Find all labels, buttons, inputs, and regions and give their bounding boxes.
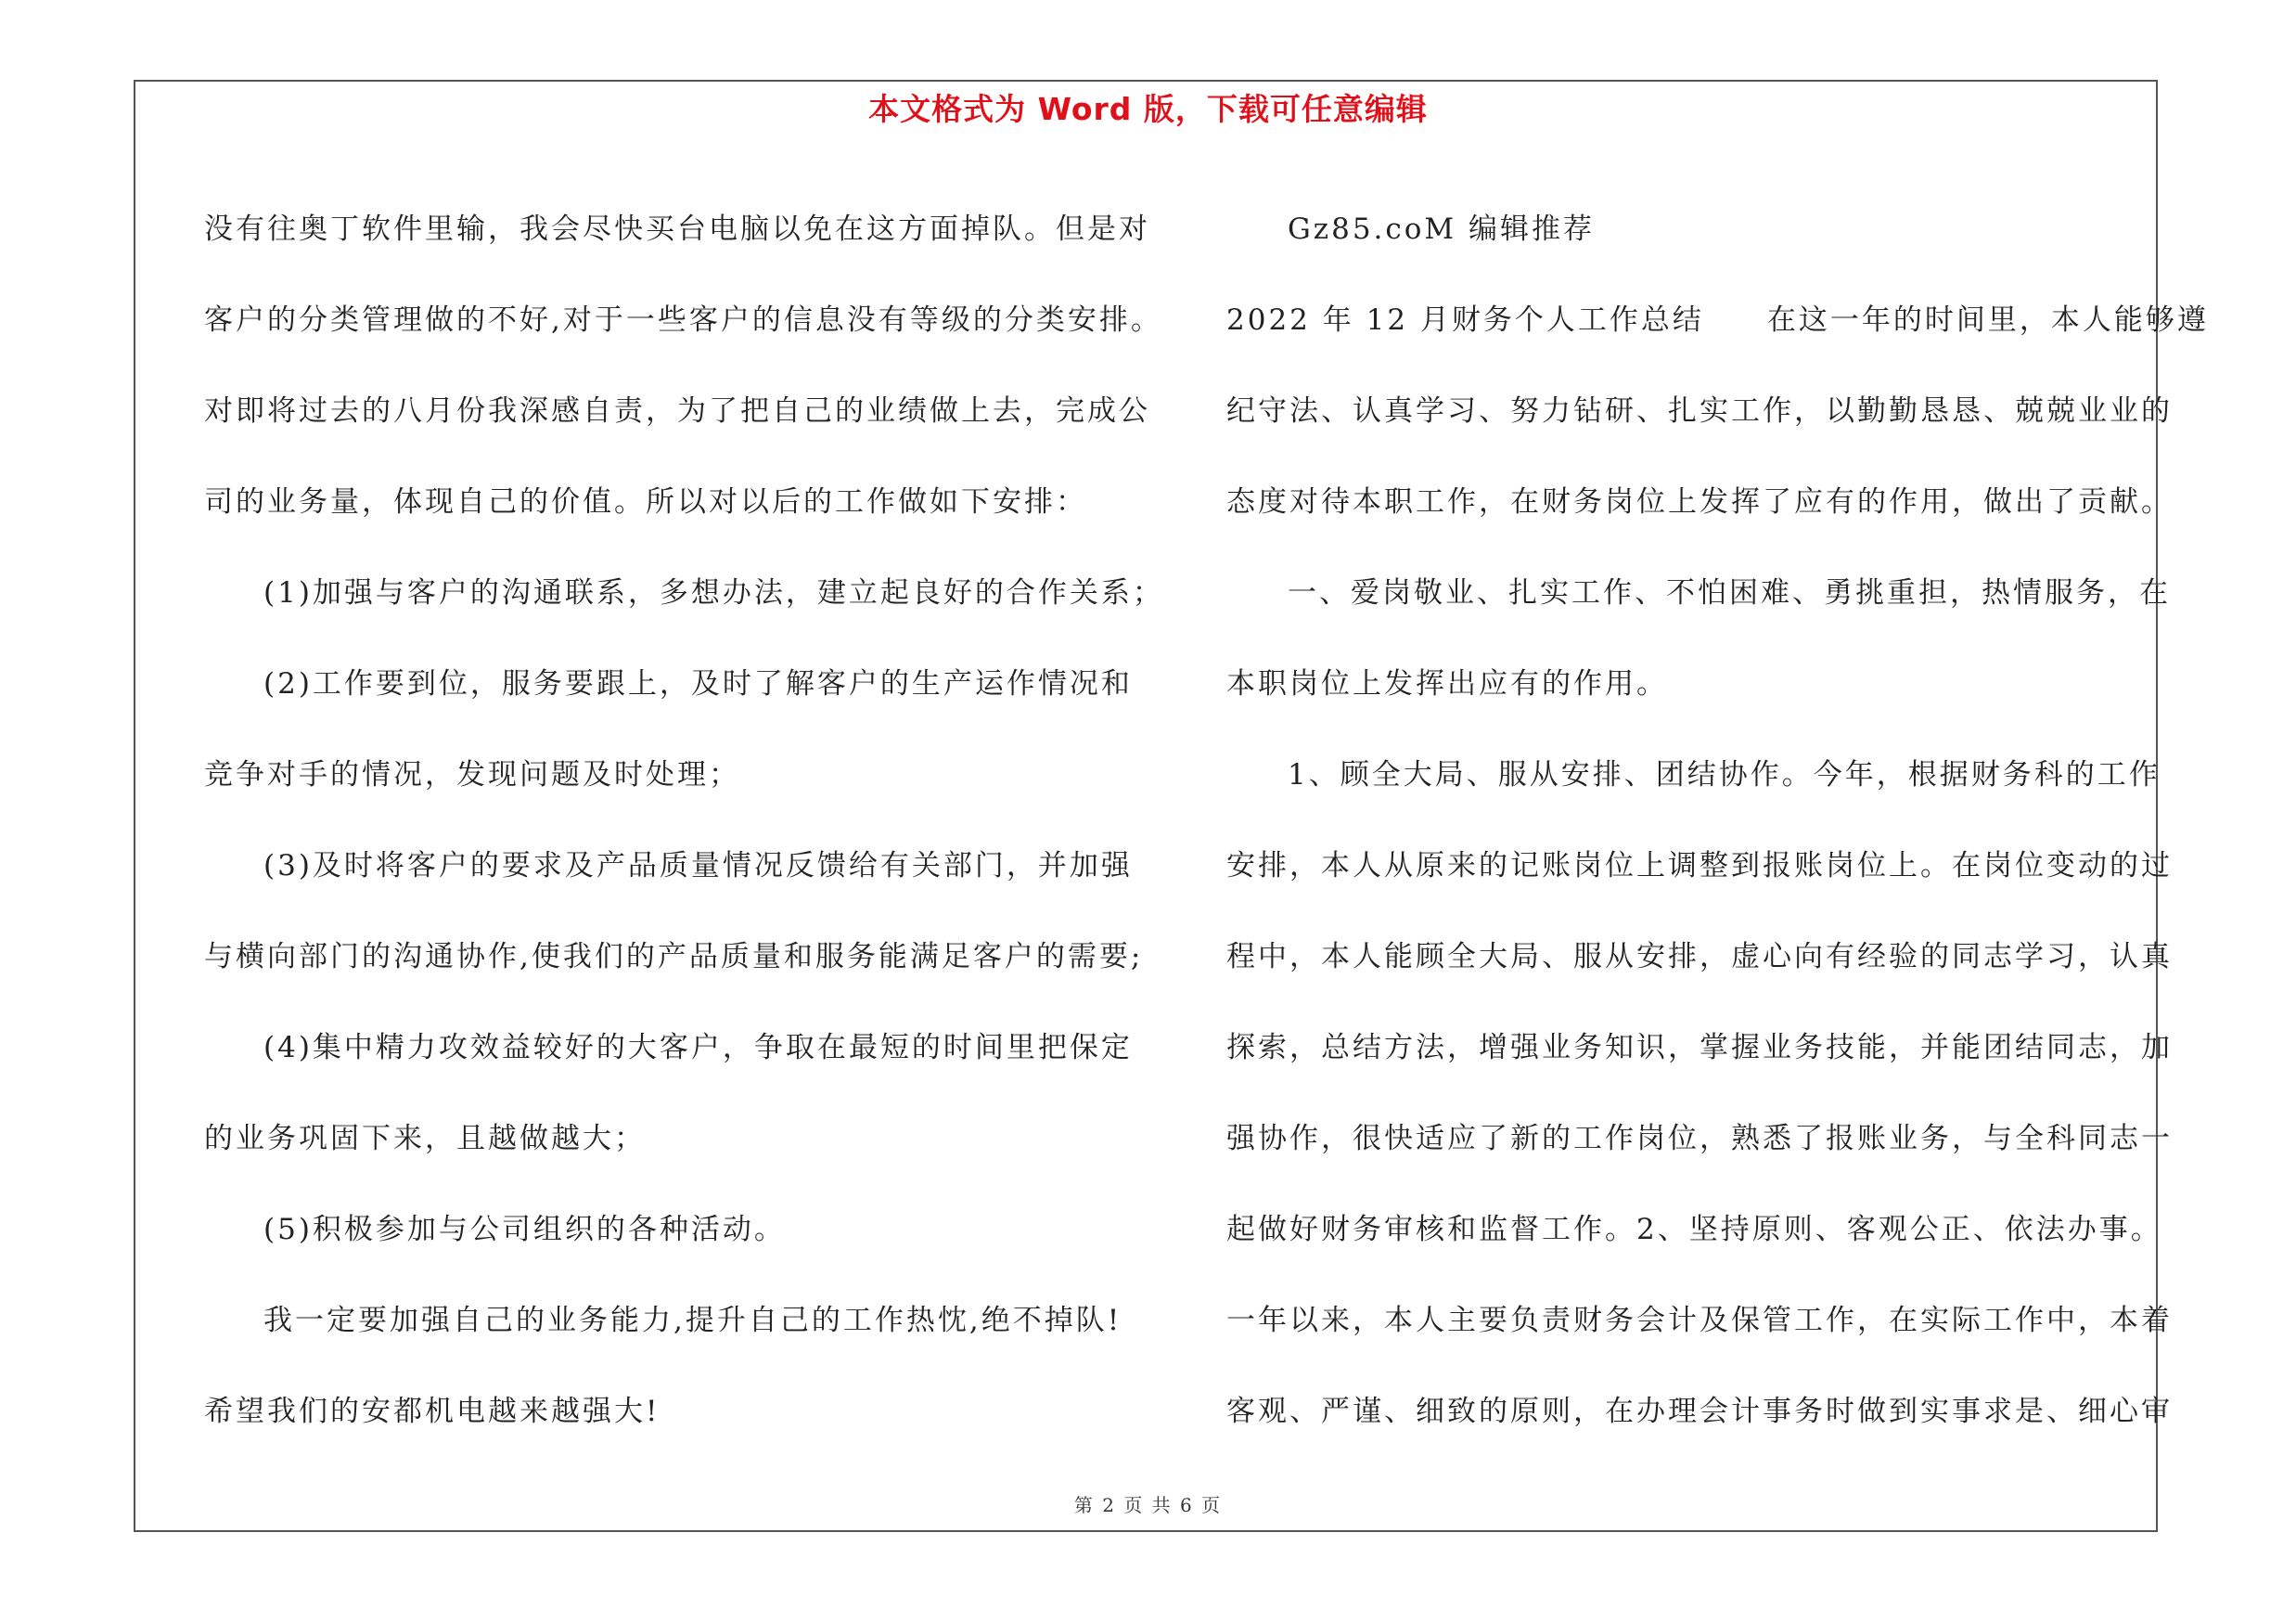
text-line: 客观、严谨、细致的原则，在办理会计事务时做到实事求是、细心审 (1226, 1395, 2173, 1428)
text-line: 纪守法、认真学习、努力钻研、扎实工作，以勤勤恳恳、兢兢业业的 (1226, 394, 2173, 428)
text-line: 竞争对手的情况，发现问题及时处理； (204, 758, 740, 792)
text-line: 的业务巩固下来，且越做越大； (204, 1122, 646, 1155)
text-line: (4)集中精力攻效益较好的大客户，争取在最短的时间里把保定 (263, 1031, 1133, 1064)
text-line: 与横向部门的沟通协作,使我们的产品质量和服务能满足客户的需要; (204, 940, 1144, 973)
page-number: 第 2 页 共 6 页 (1073, 1494, 1223, 1516)
text-line: 态度对待本职工作，在财务岗位上发挥了应有的作用，做出了贡献。 (1226, 485, 2173, 519)
text-line: (3)及时将客户的要求及产品质量情况反馈给有关部门，并加强 (263, 849, 1133, 882)
text-line: 程中，本人能顾全大局、服从安排，虚心向有经验的同志学习，认真 (1226, 940, 2173, 973)
left-column (204, 184, 1169, 1457)
text-line: (2)工作要到位，服务要跟上，及时了解客户的生产运作情况和 (263, 667, 1133, 701)
text-line: Gz85.coM 编辑推荐 (1288, 213, 1596, 246)
text-line: 司的业务量，体现自己的价值。所以对以后的工作做如下安排： (204, 485, 1087, 519)
text-line: 2022 年 12 月财务个人工作总结 在这一年的时间里，本人能够遵 (1226, 303, 2209, 337)
text-line: (5)积极参加与公司组织的各种活动。 (263, 1213, 786, 1246)
text-line: 一年以来，本人主要负责财务会计及保管工作，在实际工作中，本着 (1226, 1304, 2173, 1337)
text-line: (1)加强与客户的沟通联系，多想办法，建立起良好的合作关系； (263, 576, 1164, 610)
text-line: 本职岗位上发挥出应有的作用。 (1226, 667, 1668, 701)
text-line: 没有往奥丁软件里输，我会尽快买台电脑以免在这方面掉队。但是对 (204, 213, 1150, 246)
text-line: 强协作，很快适应了新的工作岗位，熟悉了报账业务，与全科同志一 (1226, 1122, 2173, 1155)
text-line: 起做好财务审核和监督工作。2、坚持原则、客观公正、依法办事。 (1226, 1213, 2162, 1246)
text-line: 探索，总结方法，增强业务知识，掌握业务技能，并能团结同志，加 (1226, 1031, 2173, 1064)
text-line: 对即将过去的八月份我深感自责，为了把自己的业绩做上去，完成公 (204, 394, 1150, 428)
right-column (1226, 184, 2209, 1457)
text-line: 安排，本人从原来的记账岗位上调整到报账岗位上。在岗位变动的过 (1226, 849, 2173, 882)
text-line: 希望我们的安都机电越来越强大! (204, 1395, 661, 1428)
text-line: 一、爱岗敬业、扎实工作、不怕困难、勇挑重担，热情服务，在 (1288, 576, 2171, 610)
text-line: 1、顾全大局、服从安排、团结协作。今年，根据财务科的工作 (1288, 758, 2161, 792)
text-line: 我一定要加强自己的业务能力,提升自己的工作热忱,绝不掉队! (263, 1304, 1122, 1337)
format-banner: 本文格式为 Word 版，下载可任意编辑 (868, 91, 1428, 127)
text-line: 客户的分类管理做的不好,对于一些客户的信息没有等级的分类安排。 (204, 303, 1162, 337)
